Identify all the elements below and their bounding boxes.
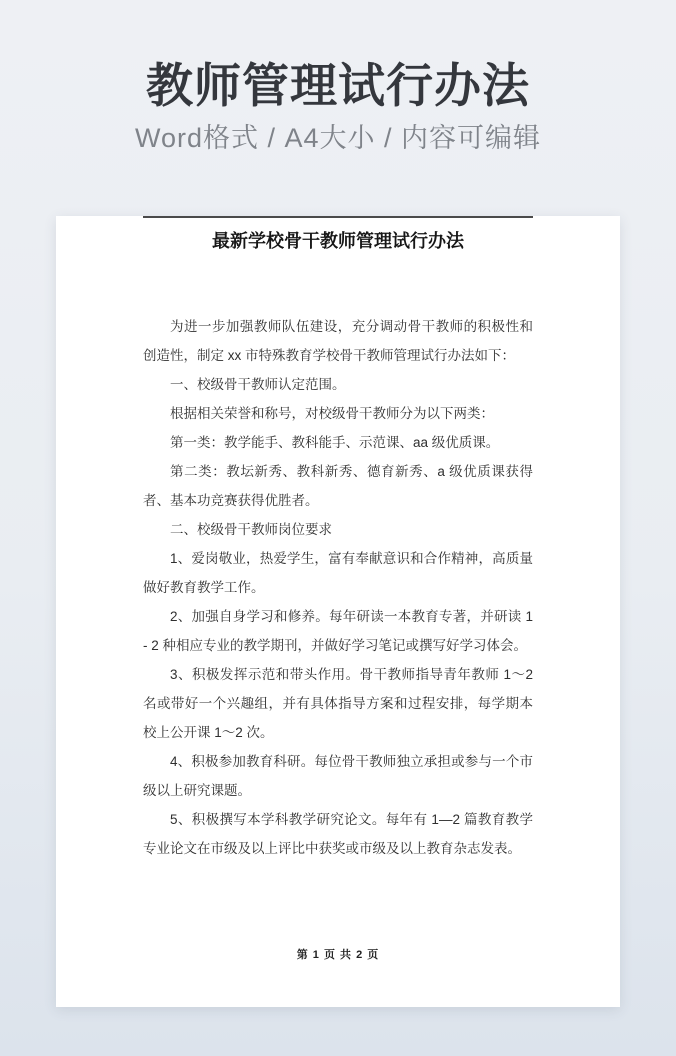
site-header [0, 0, 676, 154]
document-paragraph: 第一类：教学能手、教科能手、示范课、aa 级优质课。 [170, 435, 500, 450]
document-paragraph: 一、校级骨干教师认定范围。 [170, 377, 346, 392]
document-paragraph: 3、积极发挥示范和带头作用。骨干教师指导青年教师 1～2 名或带好一个兴趣组，并有具体指导方案和过程安排，每学期本校上公开课 1～2 次。 [143, 667, 533, 740]
document-paragraph: 2、加强自身学习和修养。每年研读一本教育专著，并研读 1 - 2 种相应专业的教学期刊，并做好学习笔记或撰写好学习体会。 [143, 609, 533, 653]
document-title: 最新学校骨干教师管理试行办法 [212, 231, 464, 251]
document-paragraph: 为进一步加强教师队伍建设，充分调动骨干教师的积极性和创造性，制定 xx 市特殊教育学校骨干教师管理试行办法如下： [143, 319, 533, 363]
document-rule [143, 216, 533, 218]
document-paragraph: 4、积极参加教育科研。每位骨干教师独立承担或参与一个市级以上研究课题。 [143, 754, 533, 798]
document-paragraph: 1、爱岗敬业，热爱学生，富有奉献意识和合作精神，高质量做好教育教学工作。 [143, 551, 533, 595]
document-page [56, 216, 620, 1007]
document-body [143, 312, 533, 863]
document-paragraph: 第二类：教坛新秀、教科新秀、德育新秀、a 级优质课获得者、基本功竞赛获得优胜者。 [143, 464, 533, 508]
template-title: 教师管理试行办法 [146, 59, 530, 112]
template-subtitle: Word格式 / A4大小 / 内容可编辑 [134, 123, 542, 153]
document-paragraph: 根据相关荣誉和称号，对校级骨干教师分为以下两类： [170, 406, 494, 421]
document-paragraph: 二、校级骨干教师岗位要求 [170, 522, 332, 537]
page-footer: 第 1 页 共 2 页 [296, 949, 380, 961]
document-paragraph: 5、积极撰写本学科教学研究论文。每年有 1—2 篇教育教学专业论文在市级及以上评比中获奖或市级及以上教育杂志发表。 [143, 812, 533, 856]
